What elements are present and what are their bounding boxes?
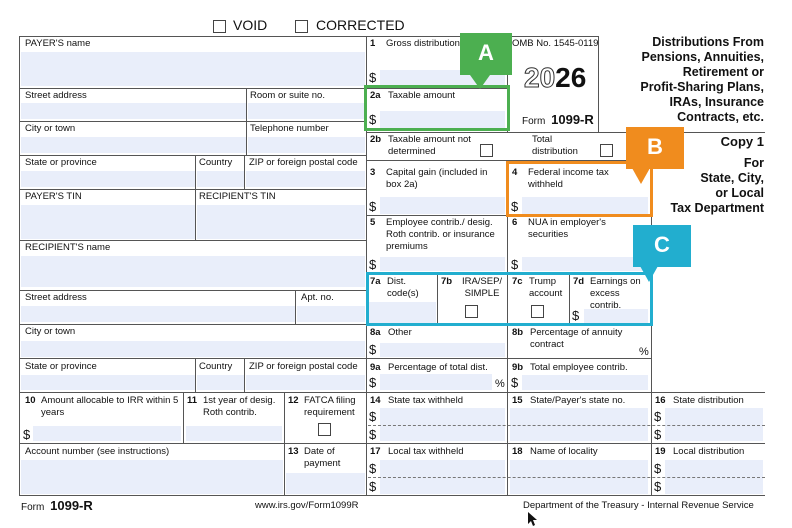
payer-room-field[interactable]: [248, 103, 365, 119]
tax-year: [524, 62, 586, 94]
box12-number: 12: [288, 395, 299, 406]
callout-c-tail: [640, 266, 658, 282]
omb-number: OMB No. 1545-0119: [512, 38, 599, 49]
recipient-name-field[interactable]: [21, 256, 365, 287]
payer-city-label: City or town: [25, 123, 76, 134]
box9a-percent: %: [495, 378, 505, 390]
box7d-number: 7d: [573, 276, 585, 287]
box7b-label: IRA/SEP/ SIMPLE: [461, 276, 503, 299]
box9b-field[interactable]: [522, 375, 648, 390]
box7d-label: Earnings on excess contrib.: [590, 276, 641, 311]
box4-number: 4: [512, 167, 518, 178]
copy-for-line: For: [743, 156, 764, 170]
recipient-zip-field[interactable]: [246, 375, 365, 390]
box10-field[interactable]: [33, 426, 181, 441]
row-line: [19, 189, 366, 190]
box19-dollar-2: $: [654, 479, 662, 494]
payer-state-label: State or province: [25, 157, 97, 168]
void-checkbox[interactable]: [213, 20, 226, 33]
not-determined-checkbox[interactable]: [480, 144, 493, 157]
box2a-label: Taxable amount: [388, 90, 456, 101]
box7c-label: Trump account: [529, 276, 563, 299]
box2b-label: Taxable amount not determined: [388, 134, 471, 157]
callout-c-tag: C: [633, 225, 691, 267]
box5-dollar: $: [369, 257, 377, 272]
year-block-right-border: [598, 36, 599, 132]
box18-number: 18: [512, 446, 523, 457]
box12-label: FATCA filing requirement: [304, 395, 356, 418]
box14-dollar-1: $: [369, 409, 377, 424]
row-line: [19, 358, 366, 359]
box8a-label: Other: [388, 327, 412, 338]
callout-a-tail: [470, 75, 490, 89]
box17-dollar-2: $: [369, 479, 377, 494]
bottom-border: [19, 495, 765, 496]
box6-label: NUA in employer's securities: [528, 217, 606, 240]
callout-c-box: [366, 272, 653, 326]
payer-state-field[interactable]: [21, 171, 195, 187]
footer-url[interactable]: www.irs.gov/Form1099R: [255, 500, 359, 511]
tax-year-prefix: 20: [524, 62, 556, 93]
box8a-dollar: $: [369, 342, 377, 357]
footer-form-label: Form: [21, 502, 45, 513]
corrected-checkbox[interactable]: [295, 20, 308, 33]
payer-room-label: Room or suite no.: [250, 90, 325, 101]
form-id-name: 1099-R: [551, 112, 594, 127]
box13-field[interactable]: [286, 473, 365, 494]
form-id-prefix: Form: [522, 116, 546, 127]
box19-label: Local distribution: [673, 446, 745, 457]
recipient-country-field[interactable]: [197, 375, 244, 390]
col-line: [246, 88, 247, 155]
box17-dollar-1: $: [369, 461, 377, 476]
box5-label: Employee contrib./ desig. Roth contrib. or insurance premiums: [386, 217, 495, 252]
box9a-label: Percentage of total dist.: [388, 362, 488, 373]
form-title: [640, 35, 764, 125]
copy-for-line: Tax Department: [670, 201, 764, 215]
box11-label: 1st year of desig. Roth contrib.: [203, 395, 276, 418]
copy-label: Copy 1: [720, 134, 764, 149]
box5-field[interactable]: [380, 257, 505, 271]
payer-name-label: PAYER'S name: [25, 38, 91, 49]
box8b-number: 8b: [512, 327, 524, 338]
box8a-field[interactable]: [380, 343, 505, 357]
dashed-divider: [368, 425, 765, 426]
box14-dollar-2: $: [369, 427, 377, 442]
box7a-label: Dist. code(s): [387, 276, 419, 299]
payer-tin-field[interactable]: [21, 205, 195, 239]
col-line: [295, 290, 296, 324]
row-line: [19, 155, 366, 156]
row-line: [366, 132, 765, 133]
recipient-street-field[interactable]: [21, 306, 295, 322]
callout-a-tag: A: [460, 33, 512, 75]
col-line: [244, 358, 245, 392]
title-line: Distributions From: [652, 35, 764, 49]
box8b-label: Percentage of annuity contract: [530, 327, 623, 350]
payer-zip-field[interactable]: [246, 171, 365, 187]
form-id: [522, 113, 594, 129]
callout-b-tail: [632, 168, 650, 184]
box19-dollar-1: $: [654, 461, 662, 476]
account-field[interactable]: [21, 460, 283, 494]
copy-for: [670, 156, 764, 216]
recipient-city-label: City or town: [25, 326, 76, 337]
box8b-percent: %: [639, 346, 649, 358]
void-label: VOID: [233, 17, 268, 33]
row-line: [19, 88, 366, 89]
col-line: [244, 155, 245, 189]
recipient-apt-label: Apt. no.: [301, 292, 334, 303]
form-left-border: [19, 36, 20, 496]
box7b-number: 7b: [441, 276, 453, 287]
box13-number: 13: [288, 446, 299, 457]
box6-field[interactable]: [522, 257, 648, 271]
box9a-field[interactable]: [380, 374, 492, 390]
box16-label: State distribution: [673, 395, 744, 406]
callout-b-tag: B: [626, 127, 684, 169]
box9b-label: Total employee contrib.: [530, 362, 628, 373]
title-line: Contracts, etc.: [677, 110, 764, 124]
recipient-tin-label: RECIPIENT'S TIN: [199, 191, 276, 202]
box2a-number: 2a: [370, 90, 381, 101]
box11-field[interactable]: [186, 426, 282, 441]
box4-dollar: $: [511, 199, 519, 214]
payer-tin-label: PAYER'S TIN: [25, 191, 82, 202]
box10-dollar: $: [23, 427, 31, 442]
recipient-country-label: Country: [199, 361, 233, 372]
box2b-number: 2b: [370, 134, 382, 145]
recipient-tin-field[interactable]: [197, 205, 365, 239]
payer-street-field[interactable]: [21, 103, 246, 119]
box7d-dollar: $: [572, 308, 580, 323]
box9b-dollar: $: [511, 375, 519, 390]
fatca-checkbox[interactable]: [318, 423, 331, 436]
box13-label: Date of payment: [304, 446, 341, 469]
row-line: [19, 290, 366, 291]
recipient-name-label: RECIPIENT'S name: [25, 242, 111, 253]
box5-number: 5: [370, 217, 376, 228]
box1-label: Gross distribution: [386, 38, 460, 49]
box3-dollar: $: [369, 199, 377, 214]
payer-phone-label: Telephone number: [250, 123, 329, 134]
copy-for-line: or Local: [715, 186, 764, 200]
footer-department: Department of the Treasury - Internal Revenue Service: [523, 500, 754, 511]
box18-label: Name of locality: [530, 446, 598, 457]
box11-number: 11: [187, 395, 198, 406]
title-line: Retirement or: [682, 65, 764, 79]
box3-label: Capital gain (included in box 2a): [386, 167, 488, 190]
box10-label: Amount allocable to IRR within 5 years: [41, 395, 179, 418]
box14-label: State tax withheld: [388, 395, 463, 406]
box15-label: State/Payer's state no.: [530, 395, 626, 406]
row-line: [19, 324, 366, 325]
box14-number: 14: [370, 395, 381, 406]
col-line: [284, 392, 285, 496]
callout-b-box: [506, 161, 653, 217]
box9a-dollar: $: [369, 375, 377, 390]
recipient-street-label: Street address: [25, 292, 87, 303]
box4-label: Federal income tax withheld: [528, 167, 609, 190]
box9b-number: 9b: [512, 362, 524, 373]
payer-country-field[interactable]: [197, 171, 244, 187]
recipient-city-field[interactable]: [21, 341, 365, 357]
box9a-number: 9a: [370, 362, 381, 373]
payer-country-label: Country: [199, 157, 233, 168]
footer-form-id: [21, 499, 93, 515]
row-line: [19, 240, 366, 241]
title-line: Profit-Sharing Plans,: [640, 80, 764, 94]
cursor-icon: [528, 512, 537, 526]
box1-dollar: $: [369, 70, 377, 85]
box17-label: Local tax withheld: [388, 446, 464, 457]
recipient-state-label: State or province: [25, 361, 97, 372]
recipient-state-field[interactable]: [21, 375, 195, 390]
box17-number: 17: [370, 446, 381, 457]
box3-number: 3: [370, 167, 376, 178]
row-line: [19, 443, 765, 444]
box3-field[interactable]: [380, 197, 505, 214]
col-line: [195, 358, 196, 392]
callout-a-box: [364, 85, 510, 131]
recipient-apt-field[interactable]: [297, 306, 365, 322]
box1-number: 1: [370, 38, 376, 49]
box16-dollar-1: $: [654, 409, 662, 424]
copy-for-line: State, City,: [700, 171, 764, 185]
total-distribution-checkbox[interactable]: [600, 144, 613, 157]
box6-number: 6: [512, 217, 518, 228]
box16-dollar-2: $: [654, 427, 662, 442]
box7c-number: 7c: [512, 276, 523, 287]
box8a-number: 8a: [370, 327, 381, 338]
total-distribution-label: Total distribution: [532, 134, 578, 157]
row-line: [19, 392, 765, 393]
payer-name-field[interactable]: [21, 52, 365, 86]
account-label: Account number (see instructions): [25, 446, 170, 457]
box7a-number: 7a: [370, 276, 381, 287]
dashed-divider: [368, 477, 765, 478]
title-line: IRAs, Insurance: [669, 95, 764, 109]
payer-street-label: Street address: [25, 90, 87, 101]
corrected-label: CORRECTED: [316, 17, 405, 33]
footer-form-name: 1099-R: [50, 498, 93, 513]
row-line: [366, 358, 651, 359]
payer-phone-field[interactable]: [248, 137, 365, 153]
box15-number: 15: [512, 395, 523, 406]
box19-number: 19: [655, 446, 666, 457]
col-line: [183, 392, 184, 443]
tax-year-suffix: 26: [555, 62, 587, 93]
box6-dollar: $: [511, 257, 519, 272]
payer-city-field[interactable]: [21, 137, 246, 153]
col-line: [195, 155, 196, 240]
title-line: Pensions, Annuities,: [641, 50, 764, 64]
payer-zip-label: ZIP or foreign postal code: [249, 157, 358, 168]
box10-number: 10: [25, 395, 36, 406]
box16-number: 16: [655, 395, 666, 406]
recipient-zip-label: ZIP or foreign postal code: [249, 361, 358, 372]
row-line: [19, 121, 366, 122]
box2a-dollar: $: [369, 112, 377, 127]
